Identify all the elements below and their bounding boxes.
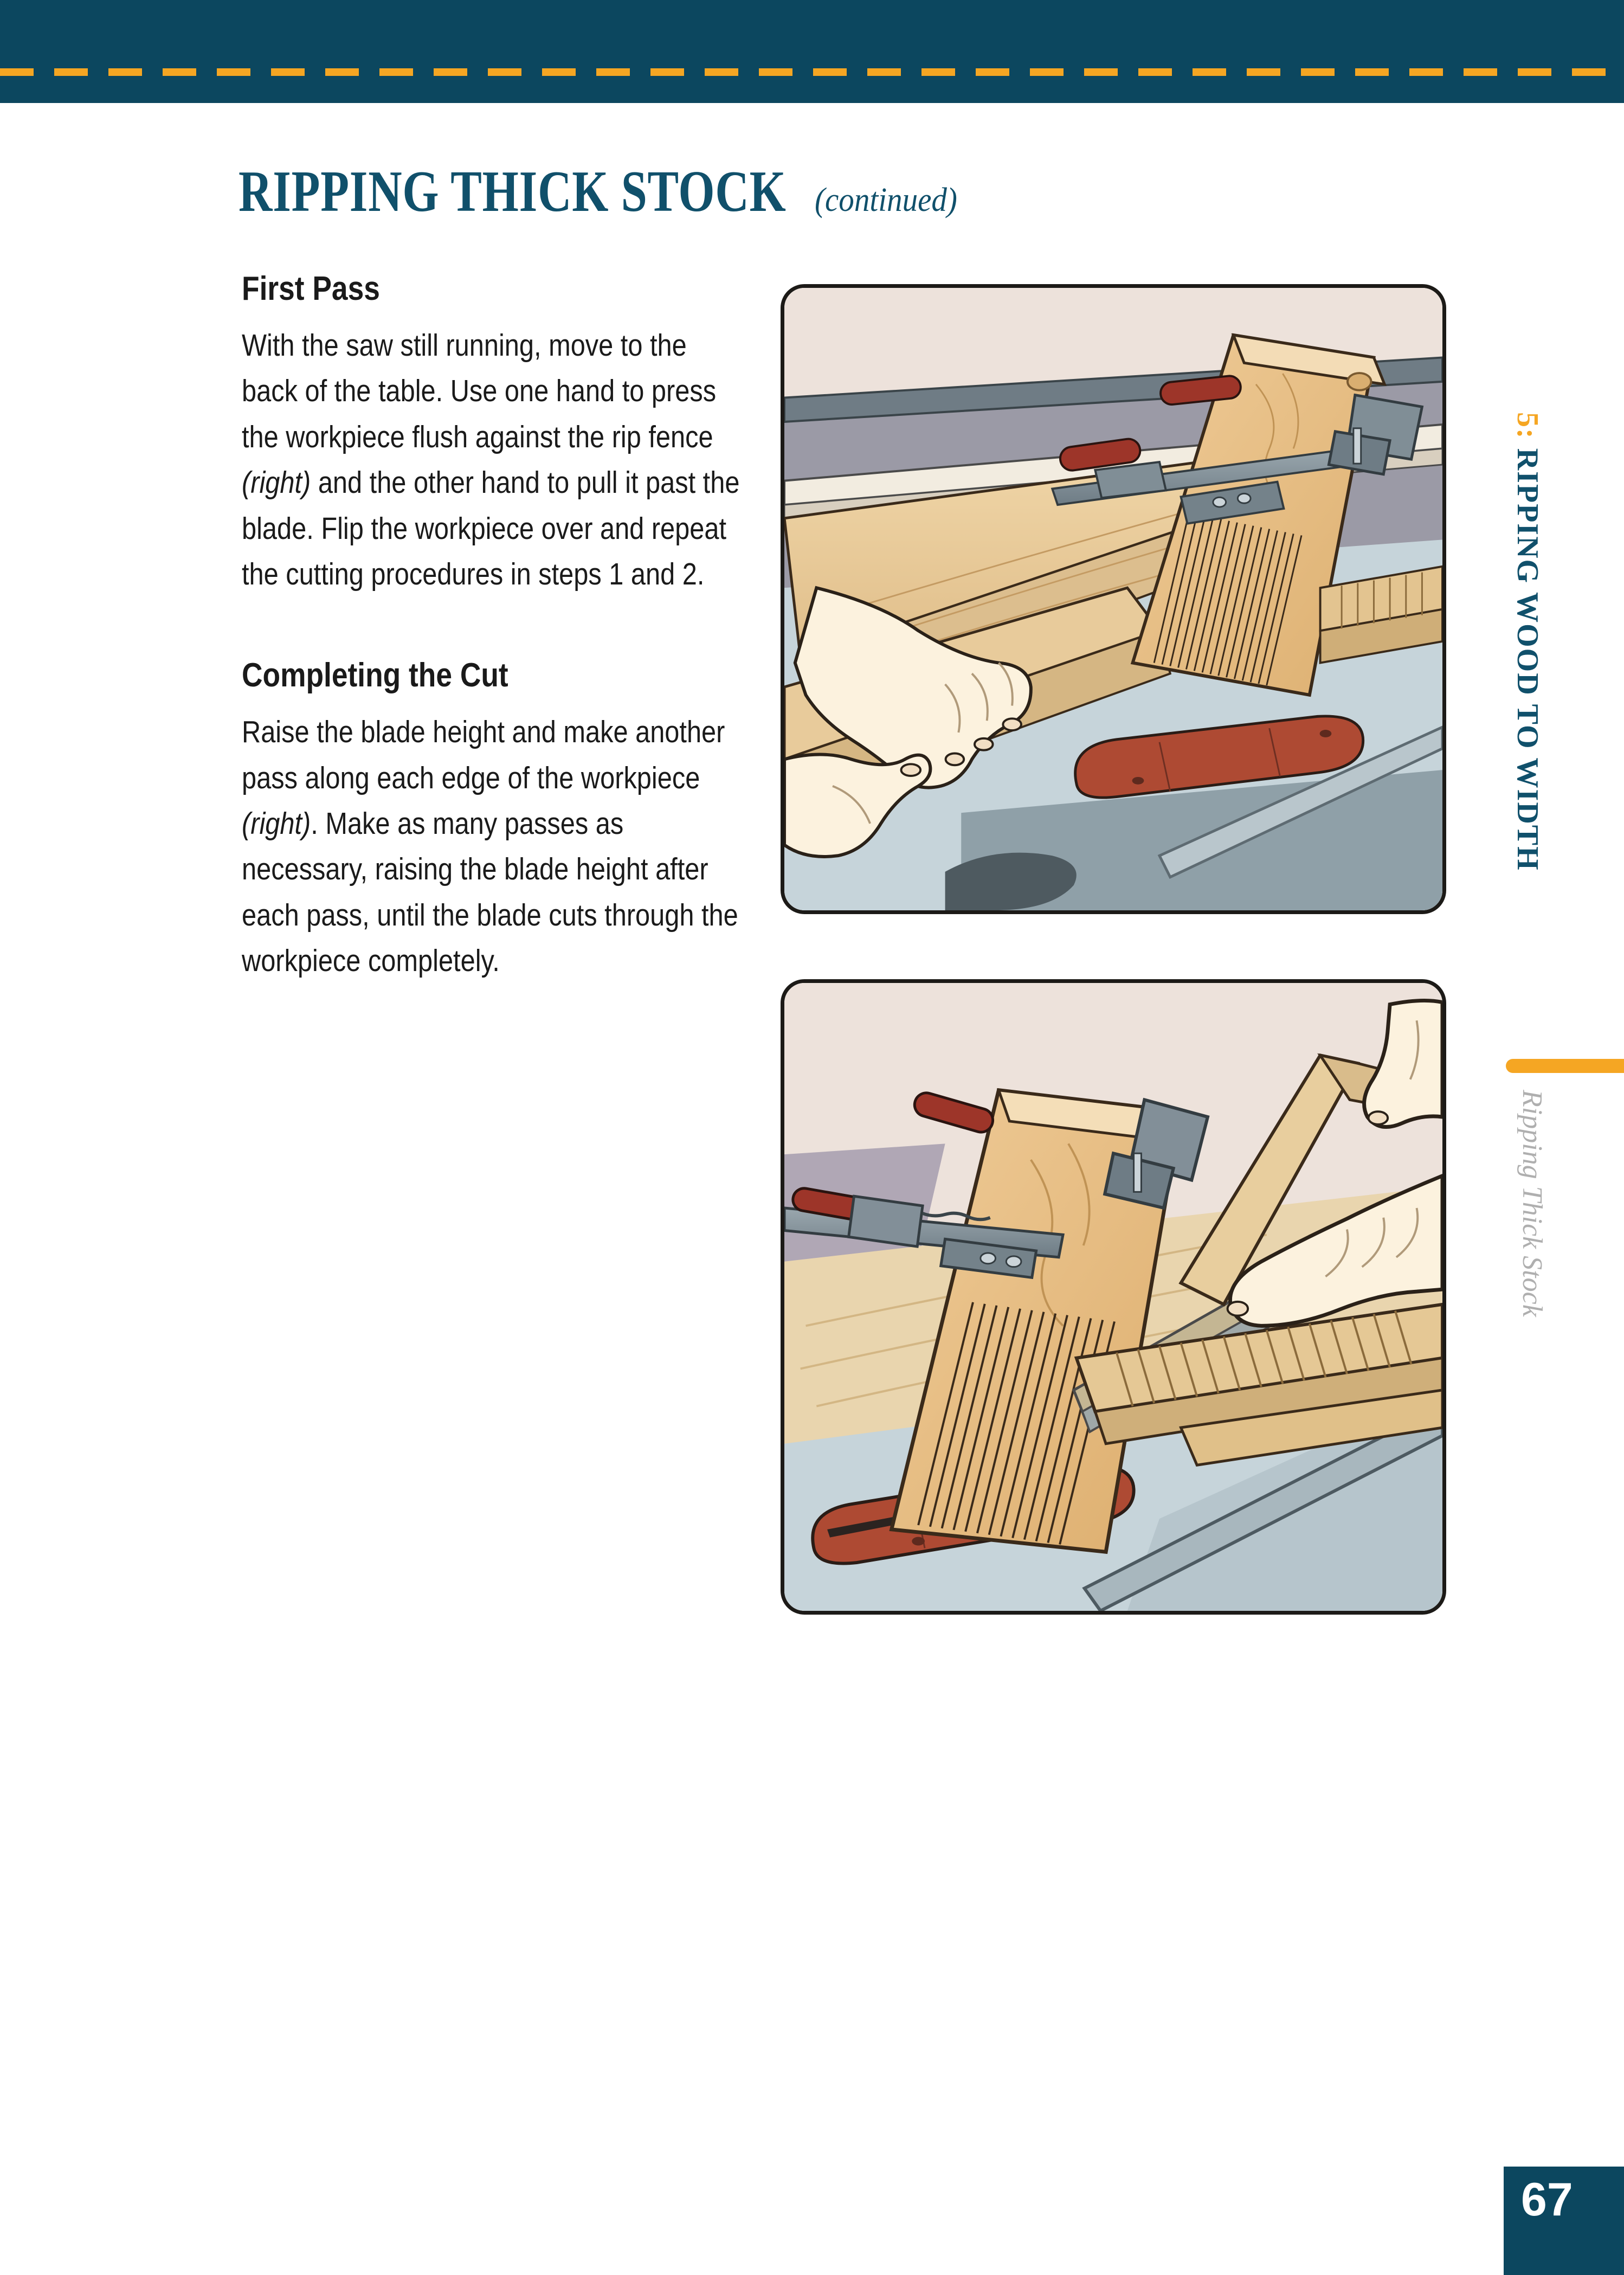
body-text-column: [242, 271, 746, 984]
orange-section-rule: [1506, 1059, 1624, 1073]
chapter-title: RIPPING WOOD TO WIDTH: [1511, 448, 1544, 871]
section-heading-first-pass: First Pass: [242, 270, 380, 307]
page-number-block: [1504, 2167, 1624, 2275]
body-italic-ref: (right): [242, 806, 311, 841]
page-title-main: RIPPING THICK STOCK: [239, 159, 787, 224]
chapter-running-head: [1512, 412, 1556, 1008]
chapter-running-head-text: [1512, 412, 1543, 871]
body-text-run: . Make as many passes as necessary, raising the blade height after each pass, until the blade cuts through the workpiece completely.: [242, 806, 738, 979]
illustration-first-pass: [781, 284, 1446, 914]
chapter-number: 5:: [1511, 412, 1544, 440]
body-text-run: and the other hand to pull it past the blade. Flip the workpiece over and repeat the cutting procedures in steps 1 and 2.: [242, 465, 740, 592]
section-body-first-pass: [242, 323, 746, 597]
section-heading-completing-the-cut: Completing the Cut: [242, 657, 508, 695]
section-completing-the-cut: [242, 658, 746, 984]
page-header-band: [0, 0, 1624, 103]
page-number: 67: [1521, 2174, 1573, 2226]
illustration-completing-the-cut-artwork: [784, 983, 1442, 1611]
section-running-head-text: Ripping Thick Stock: [1517, 1090, 1548, 1317]
body-text-run: With the saw still running, move to the back of the table. Use one hand to press the workpiece flush against the rip fence: [242, 328, 717, 454]
section-first-pass: [242, 271, 746, 597]
illustration-first-pass-artwork: [784, 288, 1442, 910]
illustration-completing-the-cut: [781, 979, 1446, 1615]
orange-dashed-rule: [0, 68, 1624, 76]
section-running-head: [1518, 1090, 1561, 1458]
page-title-continued: (continued): [815, 182, 958, 218]
section-body-completing-the-cut: [242, 709, 746, 984]
body-italic-ref: (right): [242, 465, 311, 500]
body-text-run: Raise the blade height and make another pass along each edge of the workpiece: [242, 715, 725, 795]
page-title: [239, 159, 970, 224]
